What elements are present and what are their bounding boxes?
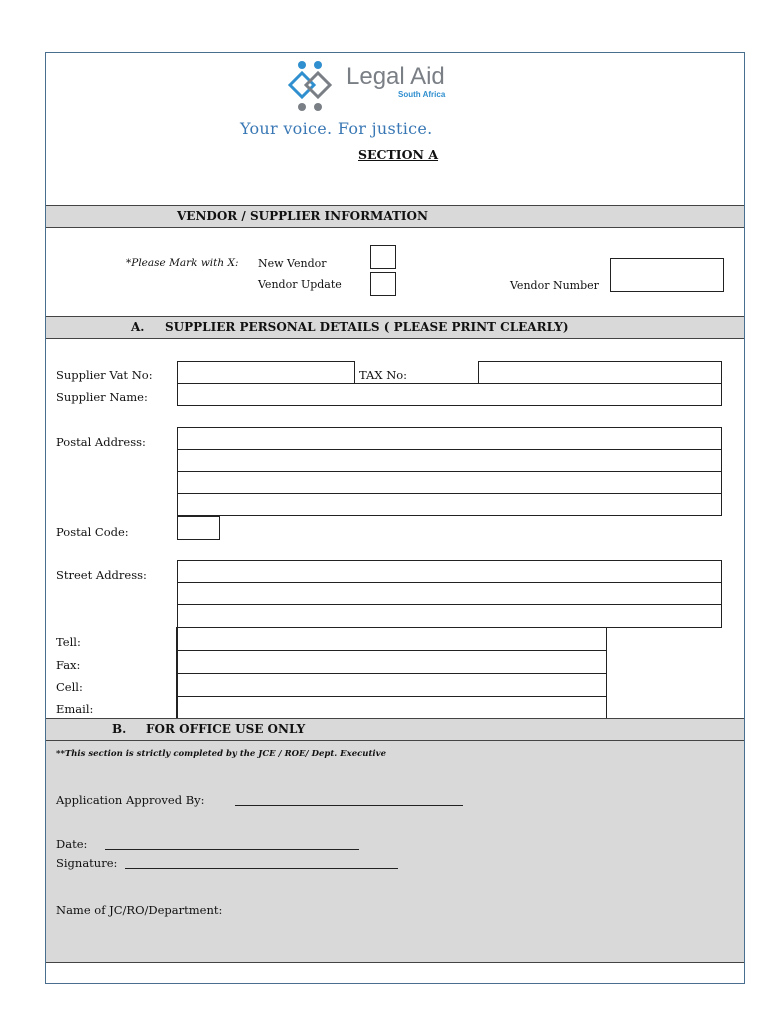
vendor-form bbox=[45, 52, 745, 984]
postal-address-line-2[interactable] bbox=[177, 449, 722, 472]
approved-by-line[interactable] bbox=[235, 805, 463, 806]
tagline: Your voice. For justice. bbox=[240, 119, 433, 138]
date-line[interactable] bbox=[105, 849, 359, 850]
postal-code-field[interactable] bbox=[177, 516, 220, 540]
fax-field[interactable] bbox=[177, 650, 607, 674]
office-use-band bbox=[46, 718, 744, 741]
new-vendor-checkbox[interactable] bbox=[370, 245, 396, 269]
street-address-line-1[interactable] bbox=[177, 560, 722, 583]
street-address-line-2[interactable] bbox=[177, 582, 722, 605]
signature-label: Signature: bbox=[56, 856, 118, 870]
office-band-prefix: B. bbox=[112, 722, 127, 736]
postal-code-label: Postal Code: bbox=[56, 525, 129, 539]
postal-address-label: Postal Address: bbox=[56, 435, 146, 449]
vat-number-field[interactable] bbox=[177, 361, 355, 384]
street-address-line-3[interactable] bbox=[177, 604, 722, 628]
mark-instruction: *Please Mark with X: bbox=[126, 257, 239, 269]
vendor-number-label: Vendor Number bbox=[510, 279, 599, 292]
supplier-name-label: Supplier Name: bbox=[56, 390, 148, 404]
cell-label: Cell: bbox=[56, 680, 83, 694]
logo-people-icon bbox=[284, 59, 344, 115]
vendor-number-field[interactable] bbox=[610, 258, 724, 292]
section-title: SECTION A bbox=[358, 147, 439, 162]
fax-label: Fax: bbox=[56, 658, 81, 672]
vendor-update-checkbox[interactable] bbox=[370, 272, 396, 296]
vendor-info-title: VENDOR / SUPPLIER INFORMATION bbox=[177, 209, 428, 223]
supplier-band-prefix: A. bbox=[131, 320, 145, 334]
cell-field[interactable] bbox=[177, 673, 607, 697]
supplier-details-band bbox=[46, 316, 744, 339]
new-vendor-label: New Vendor bbox=[258, 257, 327, 270]
supplier-band-title: SUPPLIER PERSONAL DETAILS ( PLEASE PRINT CLEARLY) bbox=[165, 320, 569, 334]
signature-line[interactable] bbox=[125, 868, 398, 869]
vat-label: Supplier Vat No: bbox=[56, 368, 153, 382]
postal-address-line-3[interactable] bbox=[177, 471, 722, 494]
supplier-name-field[interactable] bbox=[177, 383, 722, 406]
vendor-info-band bbox=[46, 205, 744, 228]
office-band-title: FOR OFFICE USE ONLY bbox=[146, 722, 306, 736]
tax-label: TAX No: bbox=[359, 368, 408, 382]
date-label: Date: bbox=[56, 837, 88, 851]
jc-department-label: Name of JC/RO/Department: bbox=[56, 903, 223, 917]
logo-name: Legal Aid bbox=[346, 63, 445, 90]
tell-field[interactable] bbox=[177, 627, 607, 651]
tell-label: Tell: bbox=[56, 635, 81, 649]
postal-address-line-1[interactable] bbox=[177, 427, 722, 450]
postal-address-line-4[interactable] bbox=[177, 493, 722, 516]
office-use-section bbox=[46, 741, 744, 963]
tax-number-field[interactable] bbox=[478, 361, 722, 384]
office-note: **This section is strictly completed by the JCE / ROE/ Dept. Executive bbox=[56, 749, 386, 759]
approved-by-label: Application Approved By: bbox=[56, 793, 205, 807]
email-label: Email: bbox=[56, 702, 94, 716]
column-divider bbox=[176, 627, 177, 719]
street-address-label: Street Address: bbox=[56, 568, 147, 582]
logo-subtitle: South Africa bbox=[398, 90, 446, 99]
email-field[interactable] bbox=[177, 696, 607, 719]
vendor-update-label: Vendor Update bbox=[258, 278, 342, 291]
logo bbox=[284, 59, 484, 115]
